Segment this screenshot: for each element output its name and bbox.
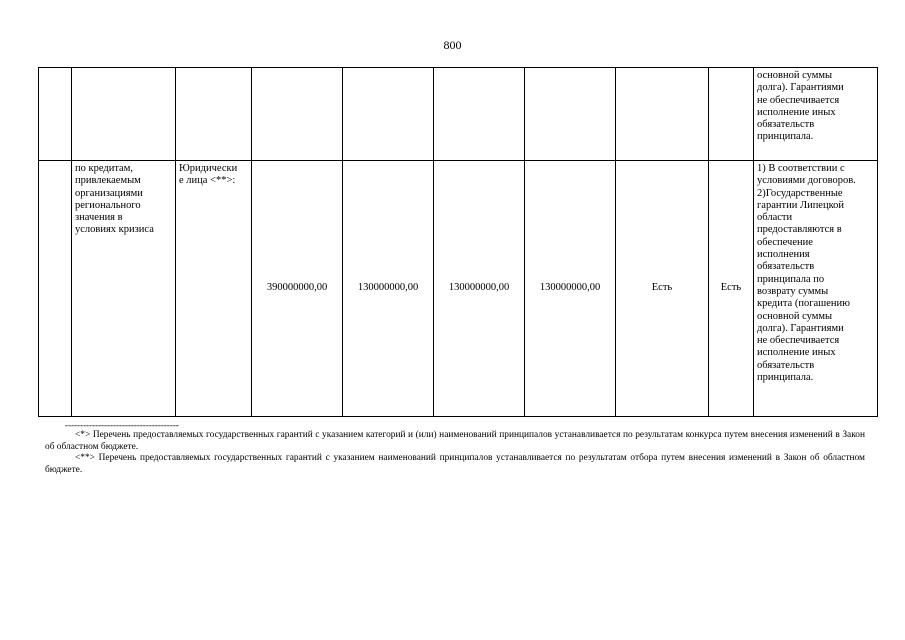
recourse-cell <box>616 68 709 161</box>
table-row <box>39 68 878 161</box>
conditions-cell: 1) В соответствии с условиями договоров. 2)Государственные гарантии Липецкой области предоставляются в обеспечение исполнения обязательств принципала по возврату суммы кредита (погашению основной суммы долга). Гарантиями не обеспечивается исполнение иных обязательств принципала. <box>754 161 878 417</box>
conditions-cell: основной суммы долга). Гарантиями не обеспечивается исполнение иных обязательств принципала. <box>754 68 878 161</box>
footnote-1: <*> Перечень предоставляемых государственных гарантий с указанием категорий и (или) наименований принципалов устанавливается по результатам конкурса путем внесения изменений в Закон об областном бюджете. <box>45 430 865 452</box>
principal-category-cell: Юридически е лица <**>: <box>176 161 252 417</box>
amount-year3-cell: 130000000,00 <box>525 161 616 417</box>
row-number-cell <box>39 68 72 161</box>
footnote-2: <**> Перечень предоставляемых государственных гарантий с указанием наименований принципалов устанавливается по результатам отбора путем внесения изменений в Закон об областном бюджете. <box>45 453 865 475</box>
amount-year1-cell <box>343 68 434 161</box>
amount-year3-cell <box>525 68 616 161</box>
principal-category-cell <box>176 68 252 161</box>
row-number-cell <box>39 161 72 417</box>
amount-year2-cell: 130000000,00 <box>434 161 525 417</box>
table-row <box>39 161 878 417</box>
recourse-cell: Есть <box>616 161 709 417</box>
page-number: 800 <box>443 38 462 52</box>
audit-cell <box>709 68 754 161</box>
amount-year1-cell: 130000000,00 <box>343 161 434 417</box>
amount-total-cell <box>252 68 343 161</box>
footnotes <box>45 420 865 476</box>
guarantees-table <box>38 67 878 417</box>
footnote-separator: -------------------------------------- <box>65 420 179 430</box>
amount-year2-cell <box>434 68 525 161</box>
purpose-cell <box>72 68 176 161</box>
amount-total-cell: 390000000,00 <box>252 161 343 417</box>
audit-cell: Есть <box>709 161 754 417</box>
purpose-cell: по кредитам, привлекаемым организациями регионального значения в условиях кризиса <box>72 161 176 417</box>
